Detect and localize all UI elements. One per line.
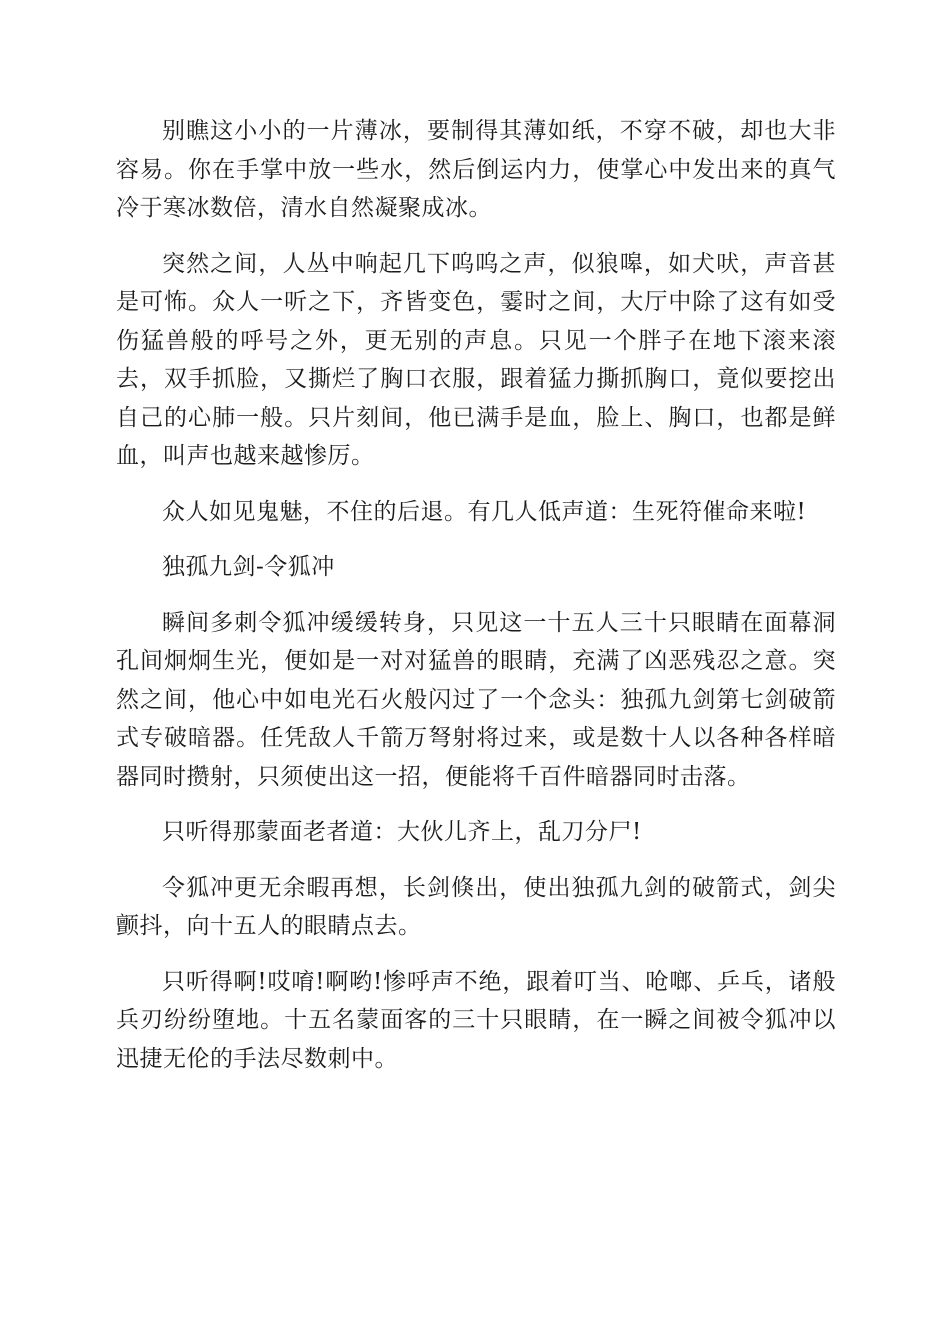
paragraph-scream: 突然之间，人丛中响起几下呜呜之声，似狼嗥，如犬吠，声音甚是可怖。众人一听之下，齐皆变色，霎时之间，大厅中除了这有如受伤猛兽般的呼号之外，更无别的声息。只见一个胖子在地下滚来滚去，双手抓脸，又撕烂了胸口衣服，跟着猛力撕抓胸口，竟似要挖出自己的心肺一般。只片刻间，他已满手是血，脸上、胸口，也都是鲜血，叫声也越来越惨厉。 [116, 250, 836, 469]
paragraph-turn: 瞬间多刺令狐冲缓缓转身，只见这一十五人三十只眼睛在面幕洞孔间炯炯生光，便如是一对对猛兽的眼睛，充满了凶恶残忍之意。突然之间，他心中如电光石火般闪过了一个念头：独孤九剑第七剑破箭式专破暗器。任凭敌人千箭万弩射将过来，或是数十人以各种各样暗器同时攒射，只须使出这一招，便能将千百件暗器同时击落。 [116, 609, 836, 790]
document-body [116, 112, 836, 1095]
paragraph-ice: 别瞧这小小的一片薄冰，要制得其薄如纸，不穿不破，却也大非容易。你在手掌中放一些水，然后倒运内力，使掌心中发出来的真气冷于寒冰数倍，清水自然凝聚成冰。 [116, 118, 836, 221]
paragraph-outcome: 只听得啊!哎唷!啊哟!惨呼声不绝，跟着叮当、呛啷、乒乓，诸般兵刃纷纷堕地。十五名蒙面客的三十只眼睛，在一瞬之间被令狐冲以迅捷无伦的手法尽数刺中。 [116, 968, 836, 1072]
paragraph-elder: 只听得那蒙面老者道：大伙儿齐上，乱刀分尸! [162, 819, 642, 845]
paragraph-strike: 令狐冲更无余暇再想，长剑倏出，使出独孤九剑的破箭式，剑尖颤抖，向十五人的眼睛点去。 [116, 874, 836, 939]
paragraph-retreat: 众人如见鬼魅，不住的后退。有几人低声道：生死符催命来啦! [162, 498, 807, 525]
section-heading: 独孤九剑-令狐冲 [162, 554, 335, 580]
